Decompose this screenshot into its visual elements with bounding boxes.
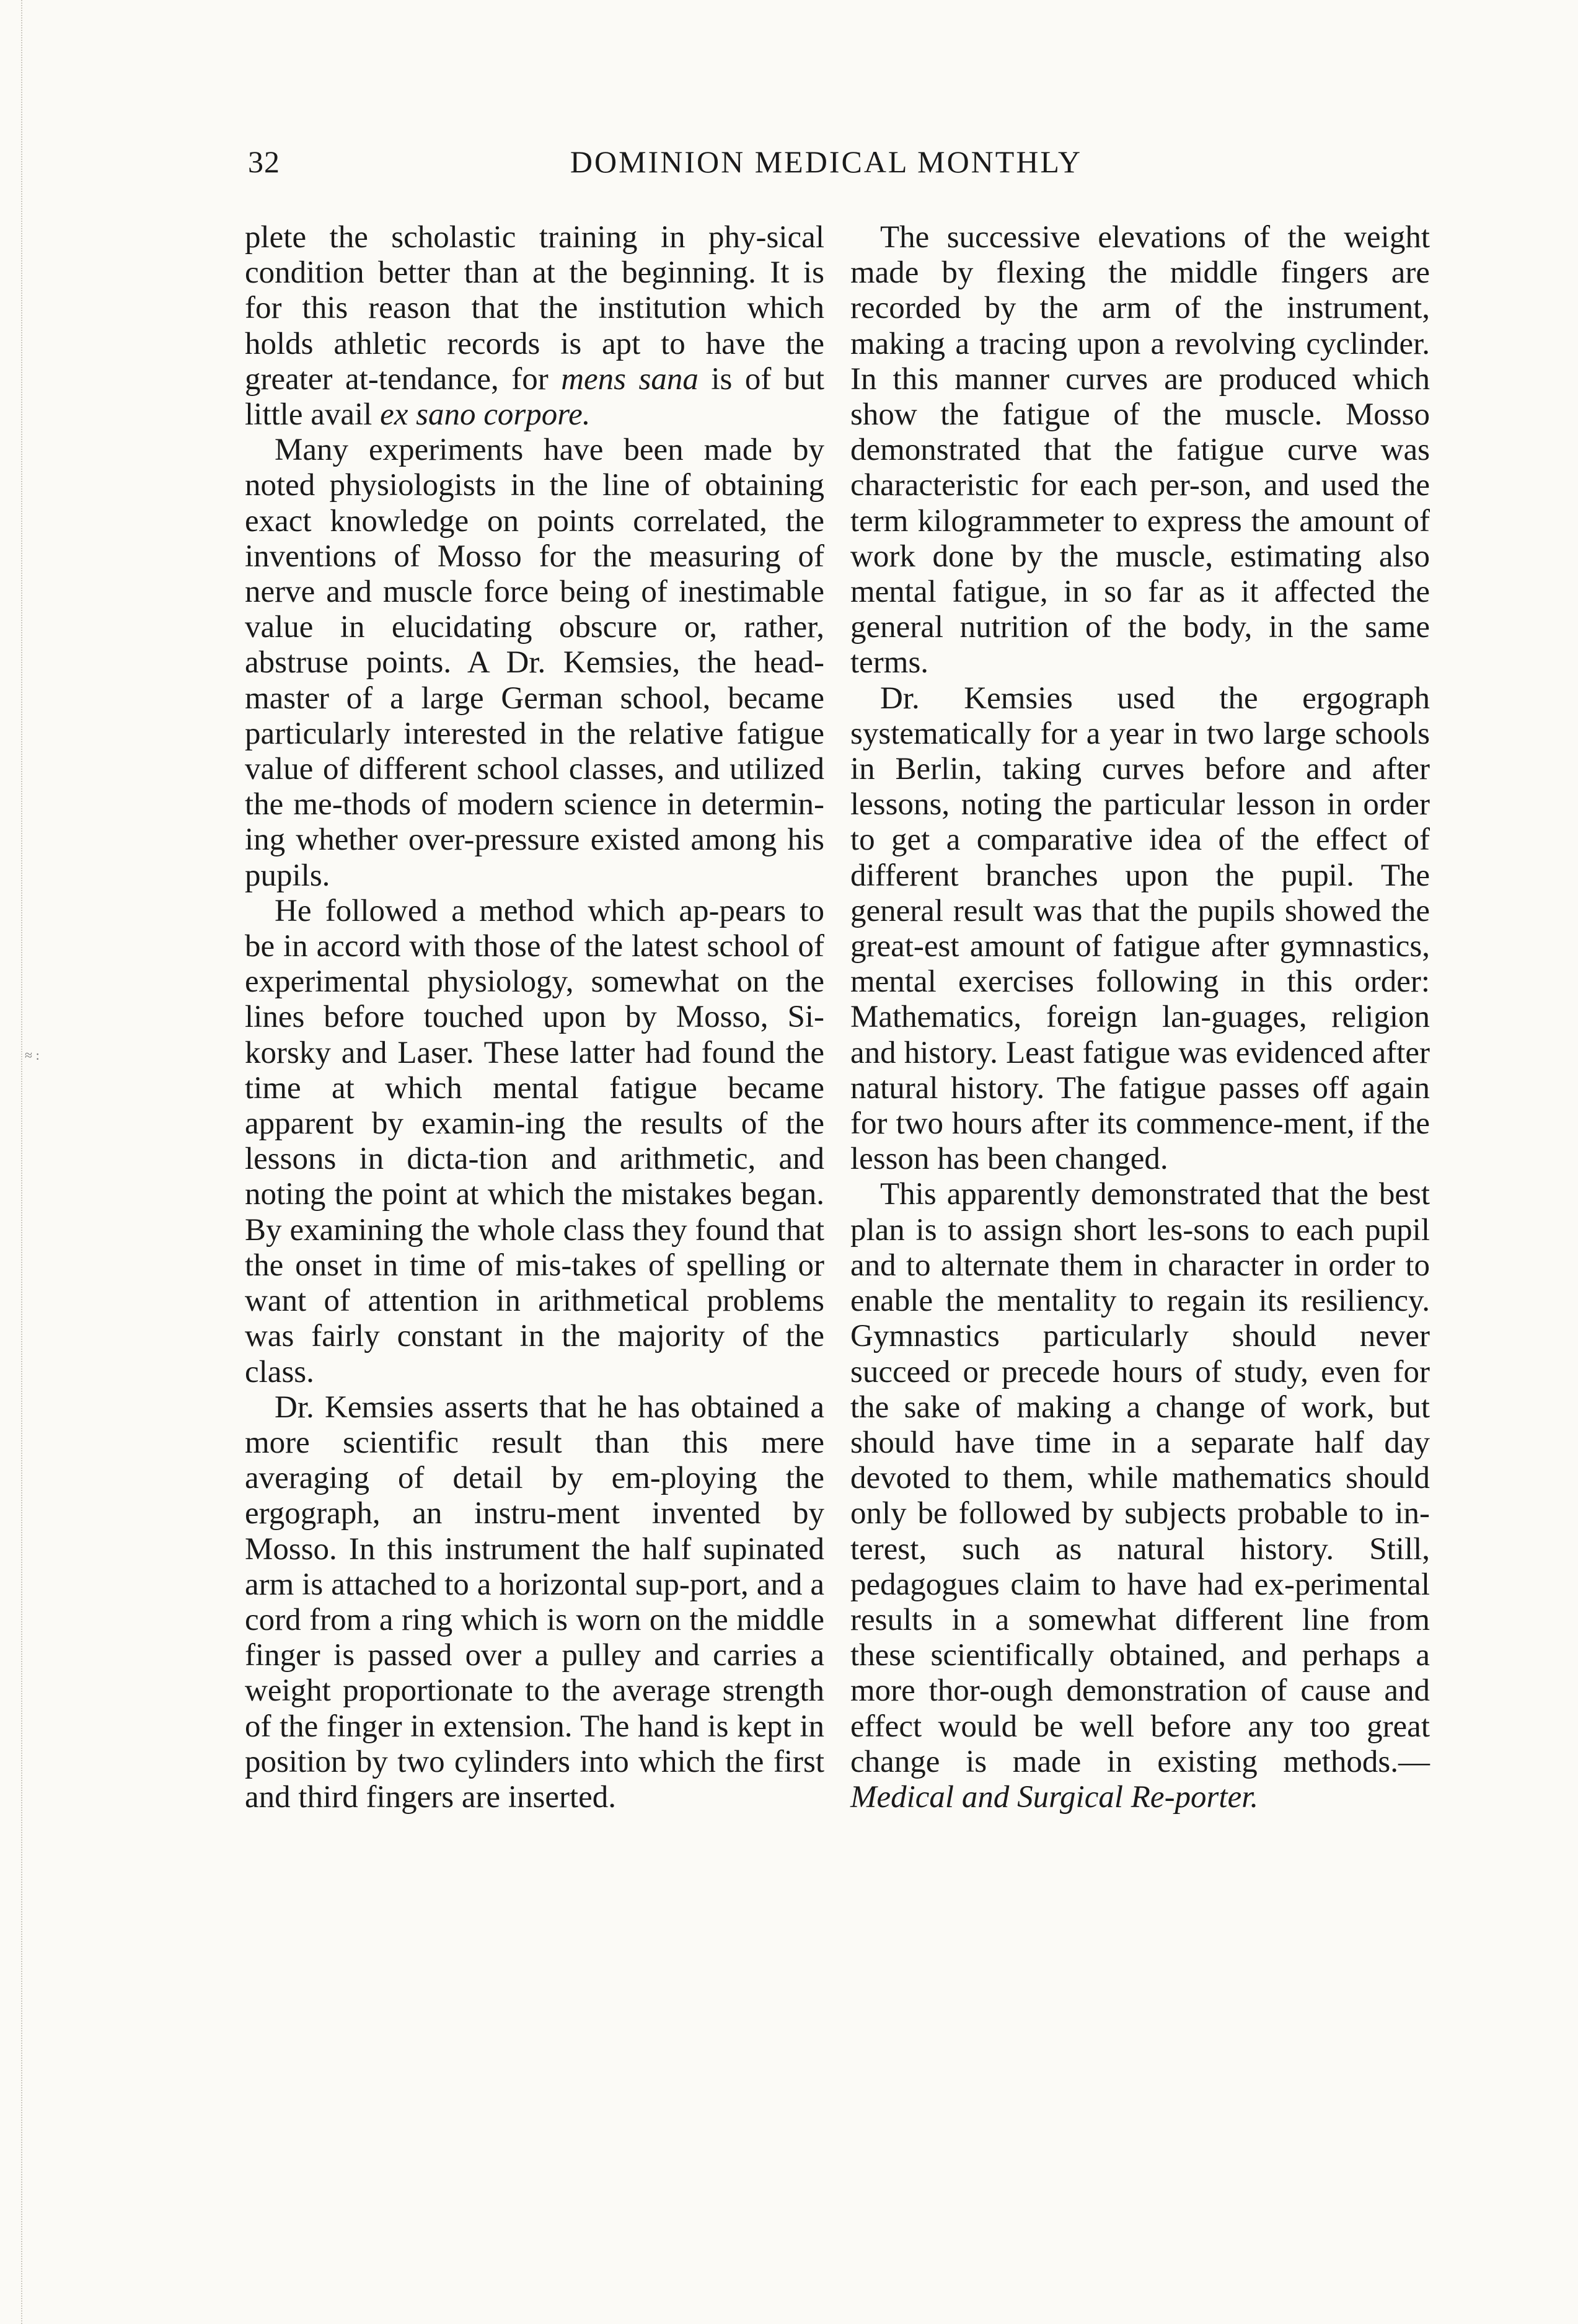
right-p3-text: This apparently demonstrated that the best plan is to assign short les-sons to each pupil and to alternate them in character in order to enable the mentality to regain its resiliency. Gymnastics particularly should never succeed or precede hours of study, even for the sake of making a change of work, but should have time in a separate half day devoted to them, while mathematics should only be followed by subjects probable to in-terest, such as natural history. Still, pedagogues claim to have had ex-perimental results in a somewhat different line from these scientifically obtained, and perhaps a more thor-ough demonstration of cause and effect would be well before any too great change is made in existing methods.— <box>850 1177 1430 1779</box>
latin-phrase-mens-sana: mens sana <box>561 361 699 397</box>
right-column <box>850 220 1430 1815</box>
right-paragraph-3 <box>850 1177 1430 1815</box>
left-paragraph-4: Dr. Kemsies asserts that he has obtained a more scientific result than this mere averaging of detail by em-ploying the ergograph, an instru-ment invented by Mosso. In this instrument the half supinated arm is attached to a horizontal sup-port, and a cord from a ring which is worn on the middle finger is passed over a pulley and carries a weight proportionate to the average strength of the finger in extension. The hand is kept in position by two cylinders into which the first and third fingers are inserted. <box>245 1389 824 1815</box>
margin-mark: ≈ : <box>25 1047 40 1063</box>
left-paragraph-1 <box>245 220 824 433</box>
running-head: DOMINION MEDICAL MONTHLY <box>570 144 1083 179</box>
page-number: 32 <box>248 144 280 179</box>
left-p1-text: plete the scholastic training in phy-sical condition better than at the beginning. It is for this reason that the institution which holds athletic records is apt to have the greater at-tendance, for <box>245 220 824 397</box>
left-p1-mid: is of but little avail <box>245 361 824 433</box>
source-citation: Medical and Surgical Re-porter. <box>850 1779 1259 1815</box>
left-paragraph-3: He followed a method which ap-pears to be in accord with those of the latest school of experimental physiology, somewhat on the lines before touched upon by Mosso, Si-korsky and Laser. These latter had found the time at which mental fatigue became apparent by examin-ing the results of the lessons in dicta-tion and arithmetic, and noting the point at which the mistakes began. By examining the whole class they found that the onset in time of mis-takes of spelling or want of attention in arithmetical problems was fairly constant in the majority of the class. <box>245 893 824 1389</box>
left-paragraph-2: Many experiments have been made by noted physiologists in the line of obtaining exact knowledge on points correlated, the inventions of Mosso for the measuring of nerve and muscle force being of inestimable value in elucidating obscure or, rather, abstruse points. A Dr. Kemsies, the head-master of a large German school, became particularly interested in the relative fatigue value of different school classes, and utilized the me-thods of modern science in determin-ing whether over-pressure existed among his pupils. <box>245 433 824 893</box>
latin-phrase-ex-sano-corpore: ex sano corpore. <box>380 397 591 433</box>
binding-margin <box>21 0 47 2324</box>
right-paragraph-2: Dr. Kemsies used the ergograph systematically for a year in two large schools in Berlin, taking curves before and after lessons, noting the particular lesson in order to get a comparative idea of the effect of different branches upon the pupil. The general result was that the pupils showed the great-est amount of fatigue after gymnastics, mental exercises following in this order: Mathematics, foreign lan-guages, religion and history. Least fatigue was evidenced after natural history. The fatigue passes off again for two hours after its commence-ment, if the lesson has been changed. <box>850 680 1430 1177</box>
left-column <box>245 220 824 1815</box>
right-paragraph-1: The successive elevations of the weight made by flexing the middle fingers are recorded by the arm of the instrument, making a tracing upon a revolving cyclinder. In this manner curves are produced which show the fatigue of the muscle. Mosso demonstrated that the fatigue curve was characteristic for each per-son, and used the term kilogrammeter to express the amount of work done by the muscle, estimating also mental fatigue, in so far as it affected the general nutrition of the body, in the same terms. <box>850 220 1430 680</box>
